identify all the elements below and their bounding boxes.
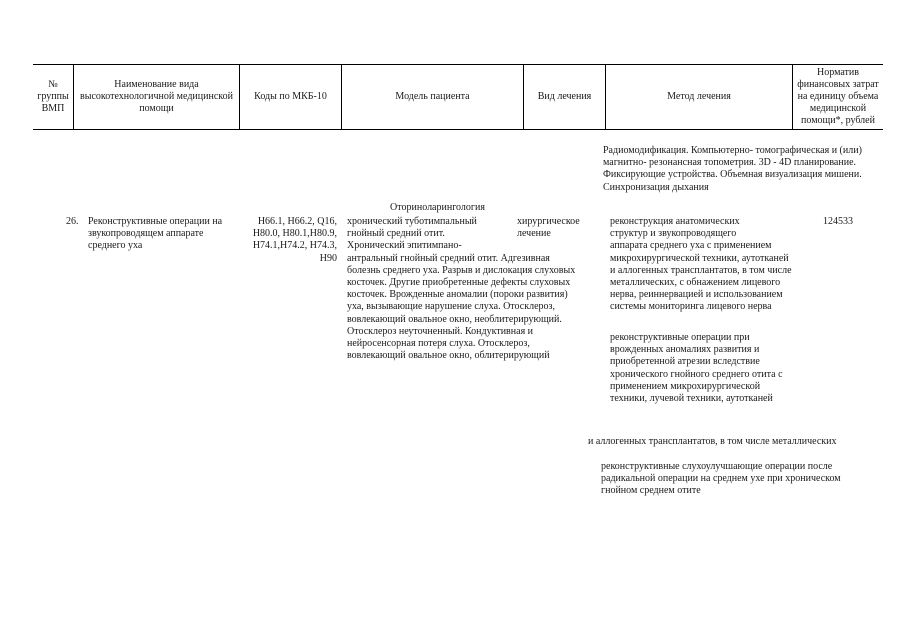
- row-number: 26.: [66, 216, 79, 227]
- continuation-method-text: Радиомодификация. Компьютерно- томографическая и (или) магнитно- резонансная топометрия. 3D - 4D планирование. Фиксирующие устройства. Объемная визуализация мишени. Синхронизация дыхания: [603, 145, 862, 193]
- header-group-number: № группы ВМП: [37, 79, 69, 114]
- vmp-name-cell: Реконструктивные операции на звукопроводящем аппарате среднего уха: [88, 216, 223, 252]
- treatment-method-2: реконструктивные операции при врожденных аномалиях развития и приобретенной атрезии вследствие хронического гнойного среднего отита с применением микрохирургической техники, лучевой техники, аутотканей: [610, 332, 783, 405]
- section-title: Оториноларингология: [390, 202, 485, 213]
- header-treatment-type: Вид лечения: [537, 91, 592, 102]
- patient-model-cell: хронический туботимпальный гнойный средний отит. Хронический эпитимпано- антральный гнойный средний отит. Адгезивная болезнь среднего уха. Разрыв и дислокация слуховых косточек. Другие приобретенные дефекты слуховых косточек. Врожденные аномалии (пороки развития) уха, вызывающие нарушение слуха. Отосклероз, вовлекающий овальное окно, необлитерирующий. Отосклероз неуточненный. Кондуктивная и нейросенсорная потеря слуха. Отосклероз, вовлекающий овальное окно, облитерирующий: [347, 216, 576, 362]
- cost-cell: 124533: [823, 216, 853, 227]
- header-vmp-name: Наименование вида высокотехнологичной медицинской помощи: [80, 79, 233, 114]
- treatment-method-2-continuation: и аллогенных трансплантатов, в том числе металлических: [588, 436, 837, 447]
- icd-codes-cell: H66.1, H66.2, Q16, H80.0, H80.1,H80.9, H74.1,H74.2, H74.3, H90: [252, 216, 337, 264]
- header-patient-model: Модель пациента: [395, 91, 470, 102]
- table-header: [33, 64, 883, 130]
- treatment-method-3: реконструктивные слухоулучшающие операции после радикальной операции на среднем ухе при хроническом гнойном среднем отите: [601, 461, 841, 497]
- treatment-method-1: реконструкция анатомических структур и звукопроводящего аппарата среднего уха с применением микрохирургической техники, аутотканей и аллогенных трансплантатов, в том числе металлических, с обнажением лицевого нерва, реиннервацией и использованием системы мониторинга лицевого нерва: [610, 216, 792, 313]
- treatment-type-cell: хирургическое лечение: [517, 216, 580, 240]
- header-treatment-method: Метод лечения: [667, 91, 731, 102]
- header-icd-codes: Коды по МКБ-10: [254, 91, 327, 102]
- header-cost-standard: Норматив финансовых затрат на единицу объема медицинской помощи*, рублей: [797, 67, 879, 126]
